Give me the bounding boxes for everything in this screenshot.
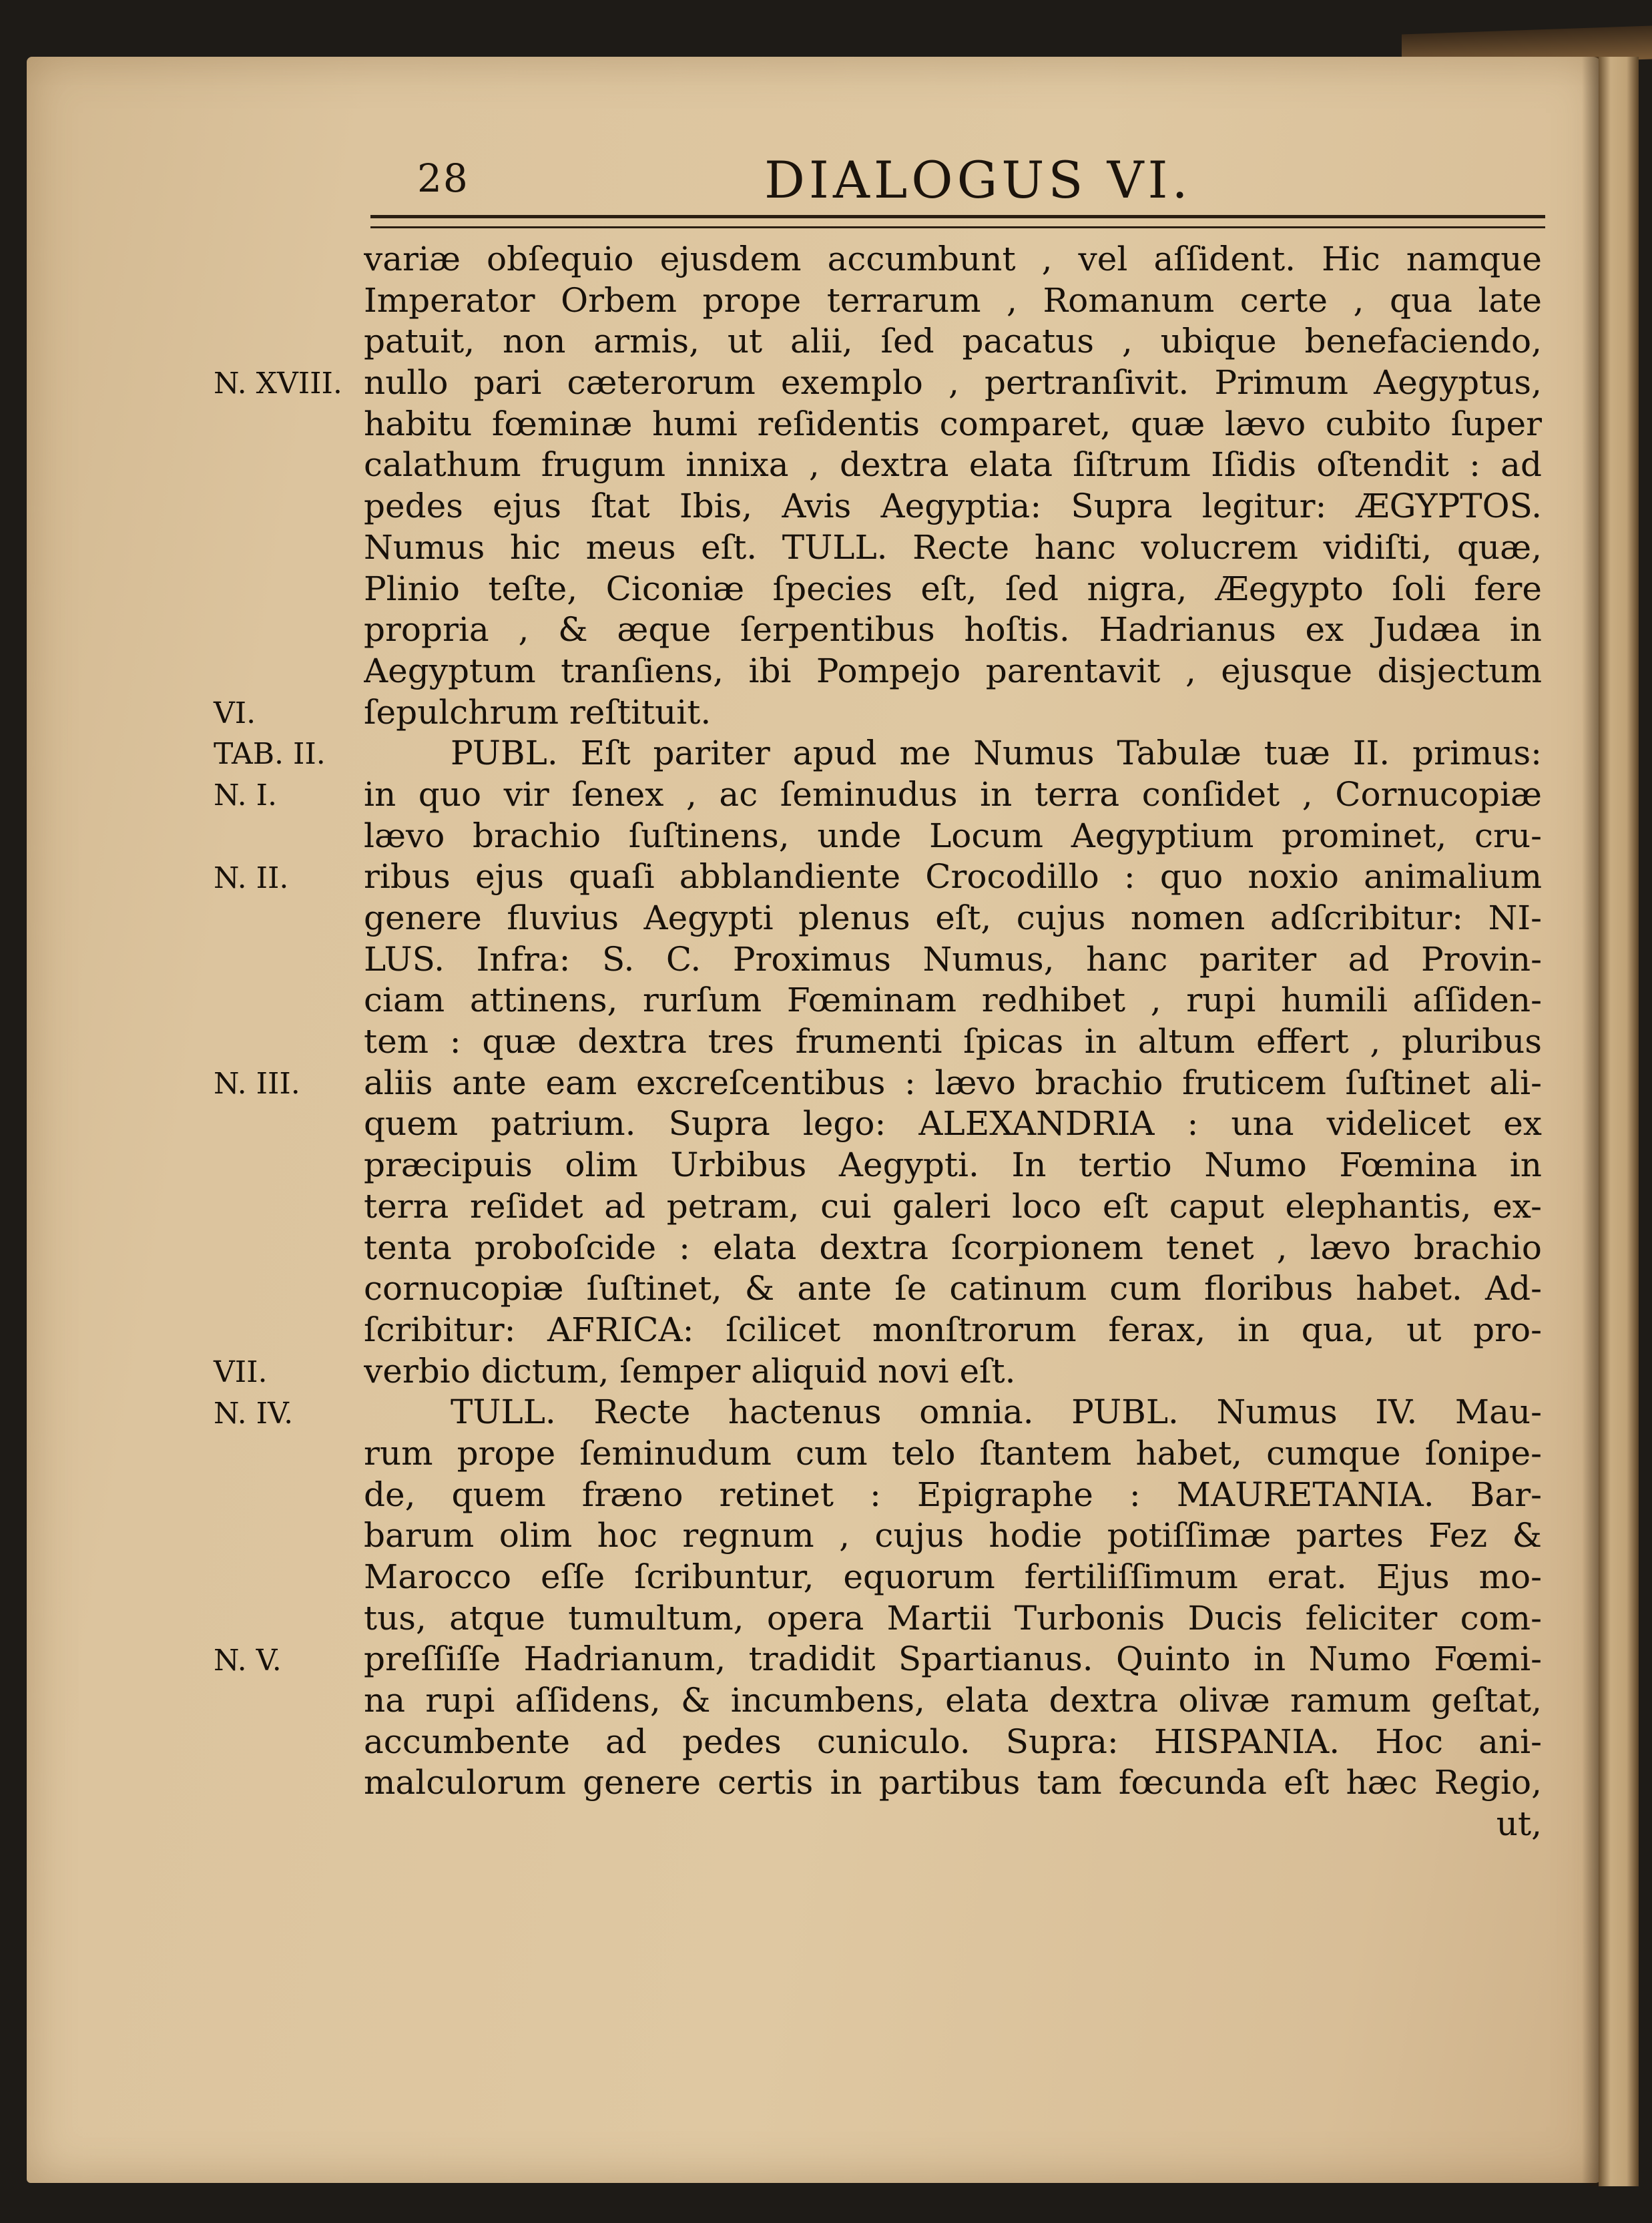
- text-line: verbio dictum, ſemper aliquid novi eſt.: [364, 1351, 1016, 1391]
- text-line: PUBL. Eſt pariter apud me Numus Tabulæ tuæ II. primus:: [451, 734, 1542, 773]
- text-line: habitu fœminæ humi reſidentis comparet, quæ lævo cubito ſuper: [364, 404, 1542, 443]
- text-line: ribus ejus quaſi abblandiente Crocodillo : quo noxio animalium: [364, 857, 1542, 897]
- text-line: TULL. Recte hactenus omnia. PUBL. Numus IV. Mau-: [451, 1393, 1542, 1432]
- text-line: præcipuis olim Urbibus Aegypti. In tertio Numo Fœmina in: [364, 1146, 1542, 1185]
- adjacent-page-edge: [1599, 57, 1639, 2186]
- text-line: malculorum genere certis in partibus tam fœcunda eſt hæc Regio,: [364, 1763, 1542, 1802]
- margin-note: TAB. II.: [214, 737, 326, 772]
- text-line: genere fluvius Aegypti plenus eſt, cujus nomen adſcribitur: NI-: [364, 899, 1542, 937]
- text-line: barum olim hoc regnum , cujus hodie potiſſimæ partes Fez &: [364, 1516, 1542, 1555]
- margin-note: N. IV.: [214, 1396, 294, 1431]
- text-line: terra reſidet ad petram, cui galeri loco eſt caput elephantis, ex-: [364, 1186, 1542, 1226]
- text-line: quem patrium. Supra lego: ALEXANDRIA : una videlicet ex: [364, 1104, 1542, 1144]
- text-line: patuit, non armis, ut alii, ſed pacatus , ubique benefaciendo,: [364, 322, 1542, 361]
- text-line: aliis ante eam excreſcentibus : lævo brachio fruticem ſuſtinet ali-: [364, 1063, 1542, 1102]
- text-line: na rupi aſſidens, & incumbens, elata dextra olivæ ramum geſtat,: [364, 1681, 1542, 1720]
- running-title: DIALOGUS VI.: [764, 150, 1192, 210]
- text-line: Plinio teſte, Ciconiæ ſpecies eſt, ſed nigra, Æegypto ſoli fere: [364, 569, 1542, 608]
- text-line: ſepulchrum reſtituit.: [364, 692, 712, 732]
- text-line: Marocco eſſe ſcribuntur, equorum fertiliſſimum erat. Ejus mo-: [364, 1557, 1542, 1596]
- text-line: Aegyptum tranſiens, ibi Pompejo parentavit , ejusque disjectum: [364, 651, 1542, 690]
- text-line: pedes ejus ſtat Ibis, Avis Aegyptia: Supra legitur: ÆGYPTOS.: [364, 487, 1542, 526]
- header-rule: [370, 215, 1545, 228]
- margin-note: N. II.: [214, 860, 289, 895]
- margin-note: N. I.: [214, 778, 278, 813]
- text-line: ſcribitur: AFRICA: ſcilicet monſtrorum ferax, in qua, ut pro-: [364, 1310, 1542, 1349]
- text-line: LUS. Infra: S. C. Proximus Numus, hanc pariter ad Provin-: [364, 939, 1542, 979]
- margin-note: N. XVIII.: [214, 366, 342, 401]
- page-number: 28: [417, 156, 469, 201]
- margin-note: VI.: [214, 696, 256, 730]
- text-line: tem : quæ dextra tres frumenti ſpicas in altum effert , pluribus: [364, 1022, 1542, 1061]
- text-line: cornucopiæ ſuſtinet, & ante ſe catinum cum floribus habet. Ad-: [364, 1269, 1542, 1308]
- text-line: ut,: [1496, 1804, 1542, 1844]
- text-line: Numus hic meus eſt. TULL. Recte hanc volucrem vidiſti, quæ,: [364, 527, 1542, 567]
- text-line: propria , & æque ſerpentibus hoſtis. Hadrianus ex Judæa in: [364, 610, 1542, 650]
- text-line: preſſiſſe Hadrianum, tradidit Spartianus. Quinto in Numo Fœmi-: [364, 1640, 1542, 1679]
- text-line: rum prope ſeminudum cum telo ſtantem habet, cumque ſonipe-: [364, 1433, 1542, 1473]
- text-line: accumbente ad pedes cuniculo. Supra: HISPANIA. Hoc ani-: [364, 1722, 1542, 1761]
- margin-note: N. V.: [214, 1643, 282, 1678]
- text-line: lævo brachio ſuſtinens, unde Locum Aegyptium prominet, cru-: [364, 816, 1542, 855]
- text-line: tus, atque tumultum, opera Martii Turbonis Ducis feliciter com-: [364, 1598, 1542, 1638]
- body-text: [364, 239, 1542, 1845]
- text-line: variæ obſequio ejusdem accumbunt , vel aſſident. Hic namque: [364, 240, 1542, 278]
- page-header: [367, 144, 1542, 217]
- text-line: tenta proboſcide : elata dextra ſcorpionem tenet , lævo brachio: [364, 1228, 1542, 1267]
- text-line: in quo vir ſenex , ac ſeminudus in terra conſidet , Cornucopiæ: [364, 774, 1542, 814]
- text-line: de, quem fræno retinet : Epigraphe : MAURETANIA. Bar-: [364, 1475, 1542, 1514]
- text-line: ciam attinens, rurſum Fœminam redhibet , rupi humili aſſiden-: [364, 981, 1542, 1020]
- margin-note: VII.: [214, 1354, 268, 1389]
- text-line: Imperator Orbem prope terrarum , Romanum certe , qua late: [364, 280, 1542, 320]
- text-line: nullo pari cæterorum exemplo , pertranſivit. Primum Aegyptus,: [364, 363, 1542, 403]
- text-line: calathum frugum innixa , dextra elata ſiſtrum Iſidis oſtendit : ad: [364, 445, 1542, 485]
- margin-note: N. III.: [214, 1067, 300, 1101]
